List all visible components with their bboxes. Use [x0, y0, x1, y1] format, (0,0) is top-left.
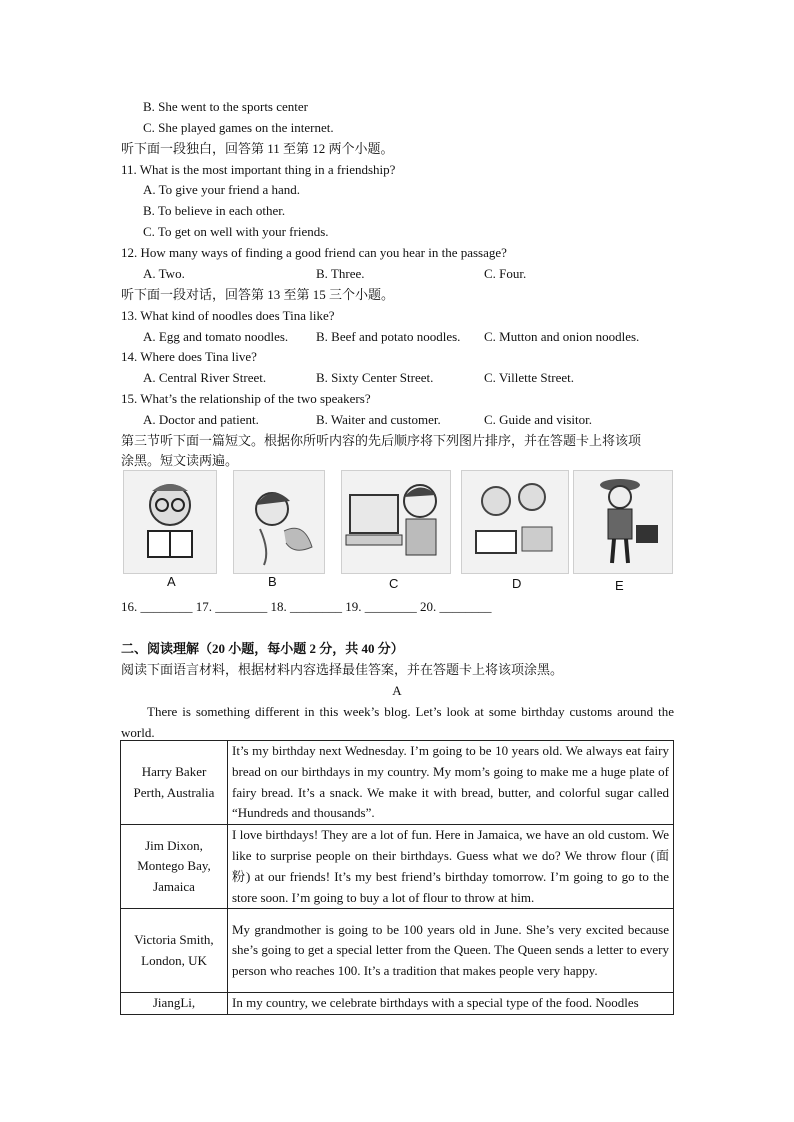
q14-option-a: A. Central River Street.	[143, 370, 267, 385]
picture-d-friends-reading	[461, 470, 569, 574]
q11-option-b: B. To believe in each other.	[143, 203, 286, 218]
q11-question: 11. What is the most important thing in a friendship?	[121, 162, 396, 177]
birthday-customs-table	[120, 740, 674, 1015]
q15-option-b: B. Waiter and customer.	[316, 412, 441, 427]
q12-option-c: C. Four.	[484, 266, 527, 281]
q12-question: 12. How many ways of finding a good friend can you hear in the passage?	[121, 245, 507, 260]
writer-name: Victoria Smith, London, UK	[121, 909, 228, 993]
picture-c-boy-computer	[341, 470, 451, 574]
picture-label-e: E	[615, 578, 624, 593]
q13-option-b: B. Beef and potato noodles.	[316, 329, 461, 344]
table-row	[121, 993, 674, 1015]
q15-option-a: A. Doctor and patient.	[143, 412, 259, 427]
picture-label-d: D	[512, 576, 522, 591]
section3-instruction-line1: 第三节听下面一篇短文。根据你所听内容的先后顺序将下列图片排序，并在答题卡上将该项	[121, 433, 642, 448]
friends-reading-icon	[462, 471, 568, 573]
picture-label-c: C	[389, 576, 399, 591]
picture-e-traveler	[573, 470, 673, 574]
instruction-11-12: 听下面一段独白，回答第 11 至第 12 两个小题。	[121, 141, 394, 156]
q14-option-c: C. Villette Street.	[484, 370, 574, 385]
q13-option-c: C. Mutton and onion noodles.	[484, 329, 640, 344]
picture-b-girl	[233, 470, 325, 574]
writer-text: It’s my birthday next Wednesday. I’m going to be 10 years old. We always eat fairy bread on our birthdays in my country. My mom’s going to make me a huge plate of fairy bread. It’s a snack. We make it with bread, butter, and colorful sugar called “Hundreds and thousands”.	[228, 741, 674, 825]
picture-label-b: B	[268, 574, 277, 589]
girl-icon	[234, 471, 324, 573]
q13-option-a: A. Egg and tomato noodles.	[143, 329, 289, 344]
answer-blanks-16-20: 16. ________ 17. ________ 18. ________ 19. ________ 20. ________	[121, 599, 492, 614]
table-row	[121, 741, 674, 825]
q15-option-c: C. Guide and visitor.	[484, 412, 592, 427]
q11-option-c: C. To get on well with your friends.	[143, 224, 329, 239]
passage-label: A	[392, 683, 402, 698]
reading-instruction: 阅读下面语言材料，根据材料内容选择最佳答案，并在答题卡上将该项涂黑。	[121, 662, 564, 677]
section3-instruction-line2: 涂黑。短文读两遍。	[121, 453, 239, 468]
q11-option-a: A. To give your friend a hand.	[143, 182, 300, 197]
q12-option-a: A. Two.	[143, 266, 185, 281]
picture-label-a: A	[167, 574, 176, 589]
writer-name: Jim Dixon, Montego Bay, Jamaica	[121, 825, 228, 909]
q14-option-b: B. Sixty Center Street.	[316, 370, 434, 385]
passage-intro: There is something different in this week’s blog. Let’s look at some birthday customs around the world.	[121, 704, 674, 740]
writer-name: Harry Baker Perth, Australia	[121, 741, 228, 825]
q12-option-b: B. Three.	[316, 266, 365, 281]
q13-question: 13. What kind of noodles does Tina like?	[121, 308, 335, 323]
writer-name: JiangLi,	[121, 993, 228, 1015]
writer-text: In my country, we celebrate birthdays with a special type of the food. Noodles	[228, 993, 674, 1015]
q10-option-c: C. She played games on the internet.	[143, 120, 334, 135]
instruction-13-15: 听下面一段对话，回答第 13 至第 15 三个小题。	[121, 287, 395, 302]
reading-section-heading: 二、阅读理解（20 小题，每小题 2 分，共 40 分）	[121, 641, 404, 656]
table-row	[121, 909, 674, 993]
writer-text: My grandmother is going to be 100 years old in June. She’s very excited because she’s going to get a special letter from the Queen. The Queen sends a letter to every person who reaches 100. It’s a tradition that makes people very happy.	[228, 909, 674, 993]
boy-computer-icon	[342, 471, 450, 573]
q15-question: 15. What’s the relationship of the two speakers?	[121, 391, 371, 406]
picture-a-boy-reading	[123, 470, 217, 574]
q10-option-b: B. She went to the sports center	[143, 99, 308, 114]
boy-reading-icon	[124, 471, 216, 573]
traveler-icon	[574, 471, 672, 573]
picture-row	[121, 470, 673, 593]
q14-question: 14. Where does Tina live?	[121, 349, 257, 364]
table-row	[121, 825, 674, 909]
writer-text: I love birthdays! They are a lot of fun. Here in Jamaica, we have an old custom. We like to surprise people on their birthdays. Guess what we do? We throw flour (面粉) at our friends! It’s my best friend’s birthday tomorrow. I’m going to go to the store soon. I’m going to buy a lot of flour to throw at him.	[228, 825, 674, 909]
